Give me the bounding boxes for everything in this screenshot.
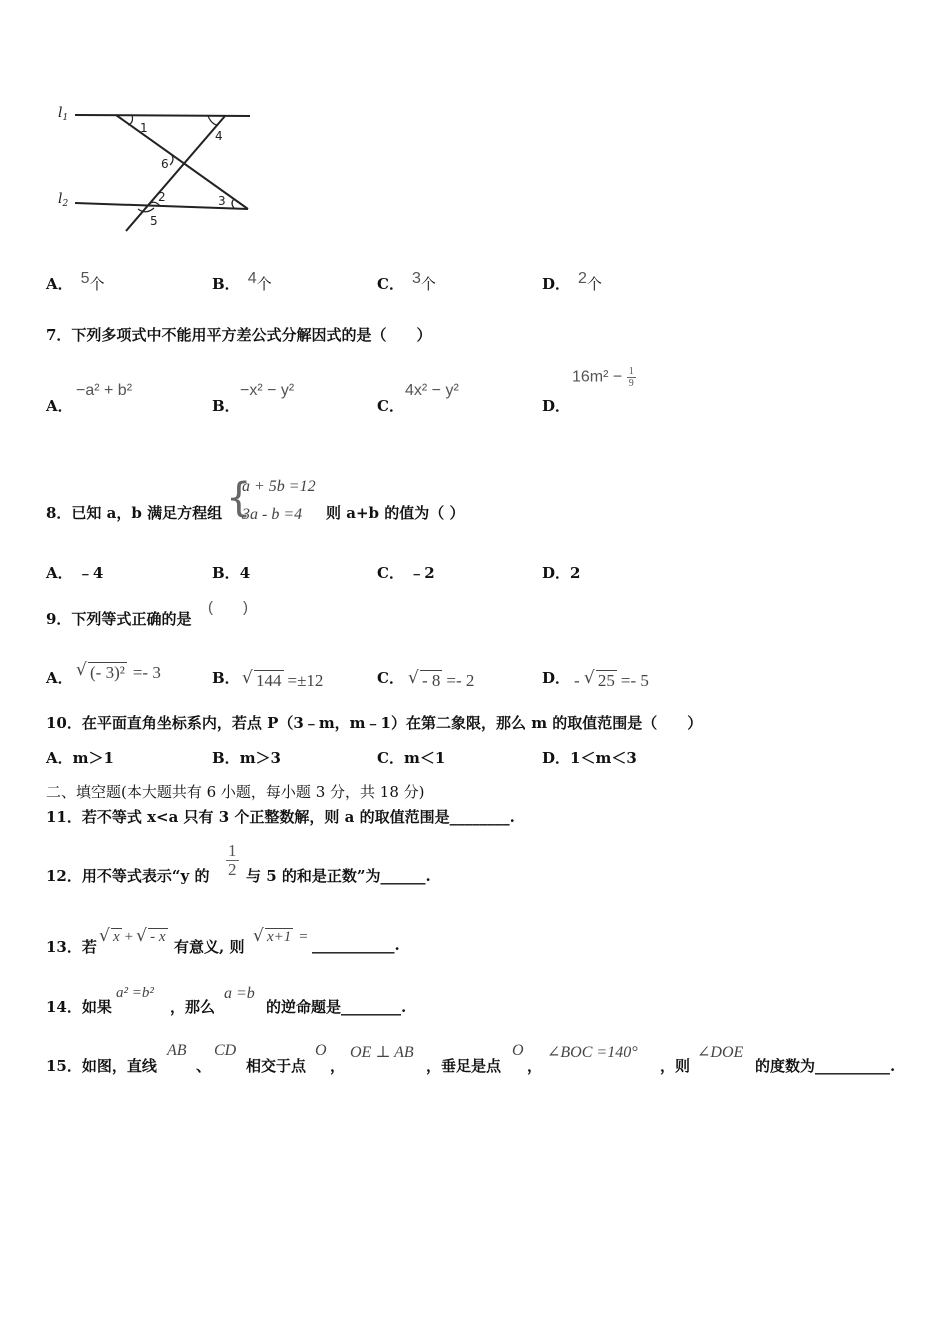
q15-text-a: 15．如图，直线 [46,1057,157,1075]
q6-option-b: B． 4个 [212,270,272,293]
label-angle-5: 5 [150,214,158,228]
q9-option-c: C． [377,669,404,687]
label-angle-4: 4 [215,129,223,143]
q7-option-b: B． [212,397,240,415]
q7-expr-a: −a² + b² [76,382,133,399]
q11: 11．若不等式 x<a 只有 3 个正整数解，则 a 的取值范围是________. [46,808,515,826]
label-angle-6: 6 [161,157,169,171]
q14-text-b: ，那么 [170,998,216,1016]
q7-option-a: A． [46,397,73,415]
q15-text-d: ，则 [660,1057,691,1075]
label-angle-1: 1 [140,121,148,135]
label-angle-3: 3 [218,194,226,208]
q8-option-c: C． ﹣2 [377,564,435,582]
q9-expr-b: √ 144 =±12 [242,668,324,690]
q14-text-a: 14．如果 [46,998,112,1016]
q10-option-b: B．m＞3 [212,749,281,767]
q9-option-b: B． [212,669,240,687]
q6-option-d: D． 2个 [542,270,602,293]
label-l2: $l_2$ [58,191,69,209]
q7-expr-d: 16m² − $\frac{1}{9}$ [572,366,634,389]
q8-option-b: B．4 [212,564,251,582]
line-l1 [75,115,250,116]
q15-expr-o2: O [512,1042,524,1059]
q13-expr-1: √ x + √ - x [99,926,166,946]
q10-stem: 10．在平面直角坐标系内，若点 P（3﹣m，m﹣1）在第二象限，那么 m 的取值范围是（ ） [46,714,703,732]
q12-text-a: 12．用不等式表示“y 的 [46,867,210,885]
q13-text-a: 13．若 [46,938,97,956]
label-angle-2: 2 [158,190,166,204]
q8-eq2: 3a - b =4 [242,506,303,523]
q6-option-a: A． 5个 [46,270,105,293]
q13-expr-2: √ x+1 = [253,926,308,946]
q7-option-c: C． [377,397,404,415]
q10-option-d: D．1＜m＜3 [542,749,637,767]
q9-expr-c: √ - 8 =- 2 [408,668,475,690]
angle-arc-4 [208,116,218,125]
q8-stem-a: 8．已知 a，b 满足方程组 [46,504,223,522]
q9-stem: 9．下列等式正确的是 [46,610,192,628]
label-l1: $l_1$ [58,105,69,123]
angle-arc-3 [232,199,234,208]
section-2-heading: 二、填空题(本大题共有 6 小题，每小题 3 分，共 18 分) [46,783,425,801]
q14-expr-1: a² =b² [116,985,154,1001]
q14-expr-2: a =b [224,985,255,1002]
q7-stem: 7．下列多项式中不能用平方差公式分解因式的是（ ） [46,326,432,344]
q14-text-c: 的逆命题是________. [266,998,407,1016]
parallel-lines-figure [50,95,260,240]
q9-expr-d: - √ 25 =- 5 [574,668,649,690]
q15-sep-2: ， [330,1057,346,1075]
q8-stem-b: 则 a+b 的值为（ ） [326,504,465,522]
q8-option-d: D．2 [542,564,581,582]
q7-expr-b: −x² − y² [240,382,295,399]
q9-paren: ( ) [208,599,248,616]
q9-option-d: D． [542,669,571,687]
q15-sep-3: ， [527,1057,543,1075]
q7-option-d: D． [542,397,571,415]
q12-fraction: $\frac{1}{2}$ [228,841,237,879]
q15-expr-cd: CD [214,1042,237,1059]
q8-eq1: a + 5b =12 [242,478,316,495]
q6-option-c: C． 3个 [377,270,436,293]
q15-expr-oe-ab: OE ⊥ AB [350,1044,414,1061]
q15-expr-doe: ∠DOE [697,1044,744,1061]
q8-option-a: A． ﹣4 [46,564,104,582]
q10-option-a: A．m＞1 [46,749,114,767]
transversal-a [116,115,248,209]
q13-text-b: 有意义, 则 [174,938,245,956]
q9-option-a: A． [46,669,73,687]
q10-option-c: C．m＜1 [377,749,446,767]
q15-text-b: 相交于点 [246,1057,307,1075]
q15-text-e: 的度数为__________. [755,1057,896,1075]
q12-text-b: 与 5 的和是正数”为______. [246,867,431,885]
q15-expr-o1: O [315,1042,327,1059]
q15-sep-1: 、 [196,1057,212,1075]
q15-text-c: ，垂足是点 [426,1057,502,1075]
q13-text-c: ___________. [312,936,400,954]
q9-expr-a: √ (- 3)² =- 3 [76,660,161,682]
q7-expr-c: 4x² − y² [405,382,459,399]
q15-expr-boc: ∠BOC =140° [547,1044,638,1061]
q15-expr-ab: AB [167,1042,187,1059]
q8-brace: { [226,475,252,521]
